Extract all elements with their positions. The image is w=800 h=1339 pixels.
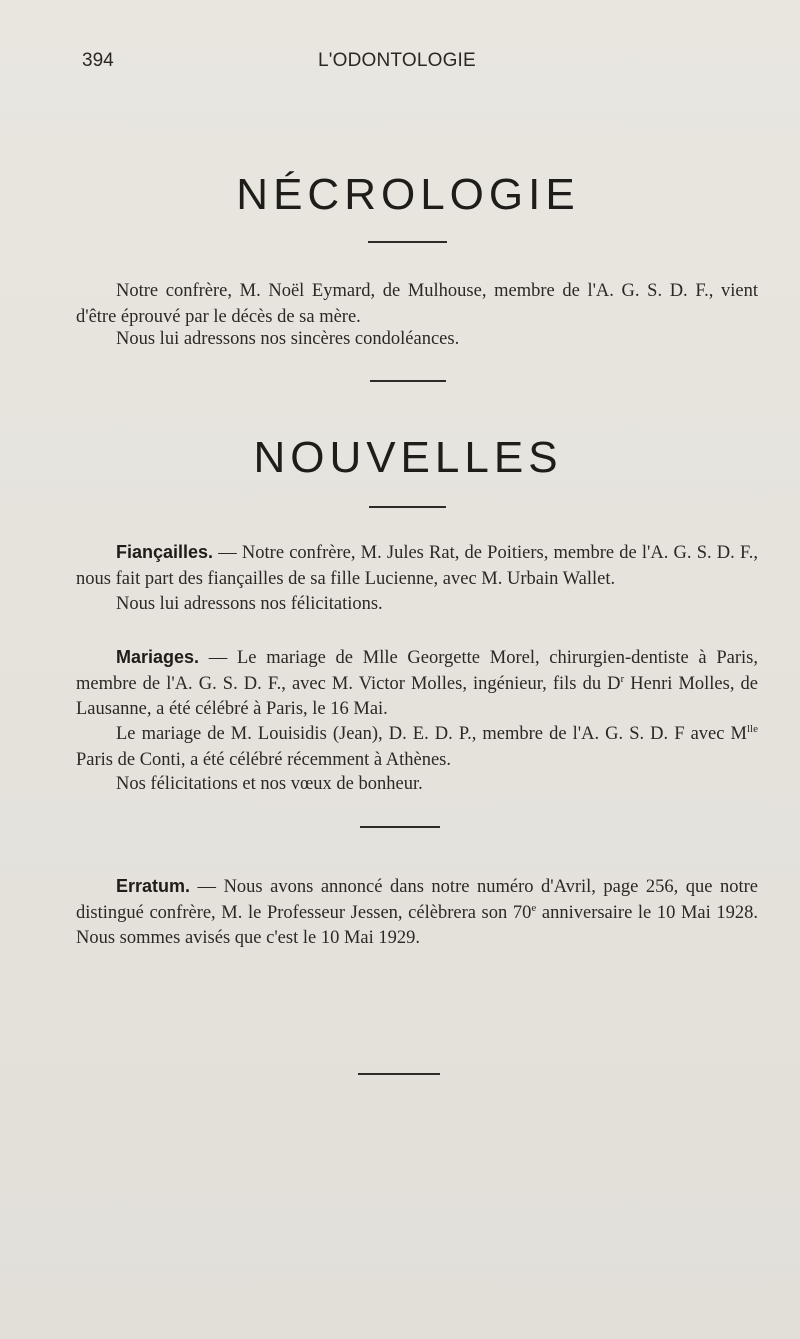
erratum-text-a: — Nous avons annoncé dans notre numéro d'Avril, page 256, que notre distingué confrère, M. le Professeur Jessen, célèbrera son 70 [76,877,758,923]
mariages-second-paragraph [76,722,758,773]
nouvelles-title: NOUVELLES [253,433,563,482]
fiancailles-closing-text: Nous lui adressons nos félicitations. [116,594,383,614]
fiancailles-text: — Notre confrère, M. Jules Rat, de Poitiers, membre de l'A. G. S. D. F., nous fait part des fiançailles de sa fille Lucienne, avec M. Urbain Wallet. [76,543,758,589]
page-number: 394 [82,50,114,71]
necrologie-paragraph [76,279,758,330]
fiancailles-closing [76,592,758,618]
mariages-closing-text: Nos félicitations et nos vœux de bonheur. [116,774,423,794]
mariages-second-a: Le mariage de M. Louisidis (Jean), D. E. D. P., membre de l'A. G. S. D. F avec M [116,724,747,744]
mariages-text-a: — Le mariage de Mlle Georgette Morel, chirurgien-dentiste à Paris, membre de l'A. G. S. D. F., avec M. Victor Molles, ingénieur, fils du D [76,648,758,694]
divider [358,1073,440,1075]
mariages-second-superscript: lle [747,722,758,735]
necrologie-title: NÉCROLOGIE [236,170,580,219]
erratum-paragraph [76,874,758,952]
mariages-second-b: Paris de Conti, a été célébré récemment à Athènes. [76,749,451,770]
mariages-closing [76,772,758,798]
divider [360,826,440,828]
mariages-superscript: r [620,672,625,685]
fiancailles-paragraph [76,540,758,592]
mariages-text-b: Henri Molles, de Lausanne, a été célébré à Paris, le 16 Mai. [76,673,758,719]
divider [369,506,446,508]
page-header [0,50,800,74]
necrologie-condolences [76,327,758,353]
erratum-superscript: e [531,901,537,914]
fiancailles-heading: Fiançailles. [116,542,214,562]
erratum-text-b: anniversaire le 10 Mai 1928. Nous sommes avisés que c'est le 10 Mai 1929. [76,902,759,948]
necrologie-text: Notre confrère, M. Noël Eymard, de Mulhouse, membre de l'A. G. S. D. F., vient d'être éprouvé par le décès de sa mère. [76,281,758,327]
erratum-heading: Erratum. [116,876,191,896]
mariages-heading: Mariages. [116,647,200,667]
running-title: L'ODONTOLOGIE [318,50,476,71]
divider [368,241,447,243]
mariages-paragraph [76,645,758,723]
divider [370,380,446,382]
condolences-text: Nous lui adressons nos sincères condoléances. [116,329,460,349]
